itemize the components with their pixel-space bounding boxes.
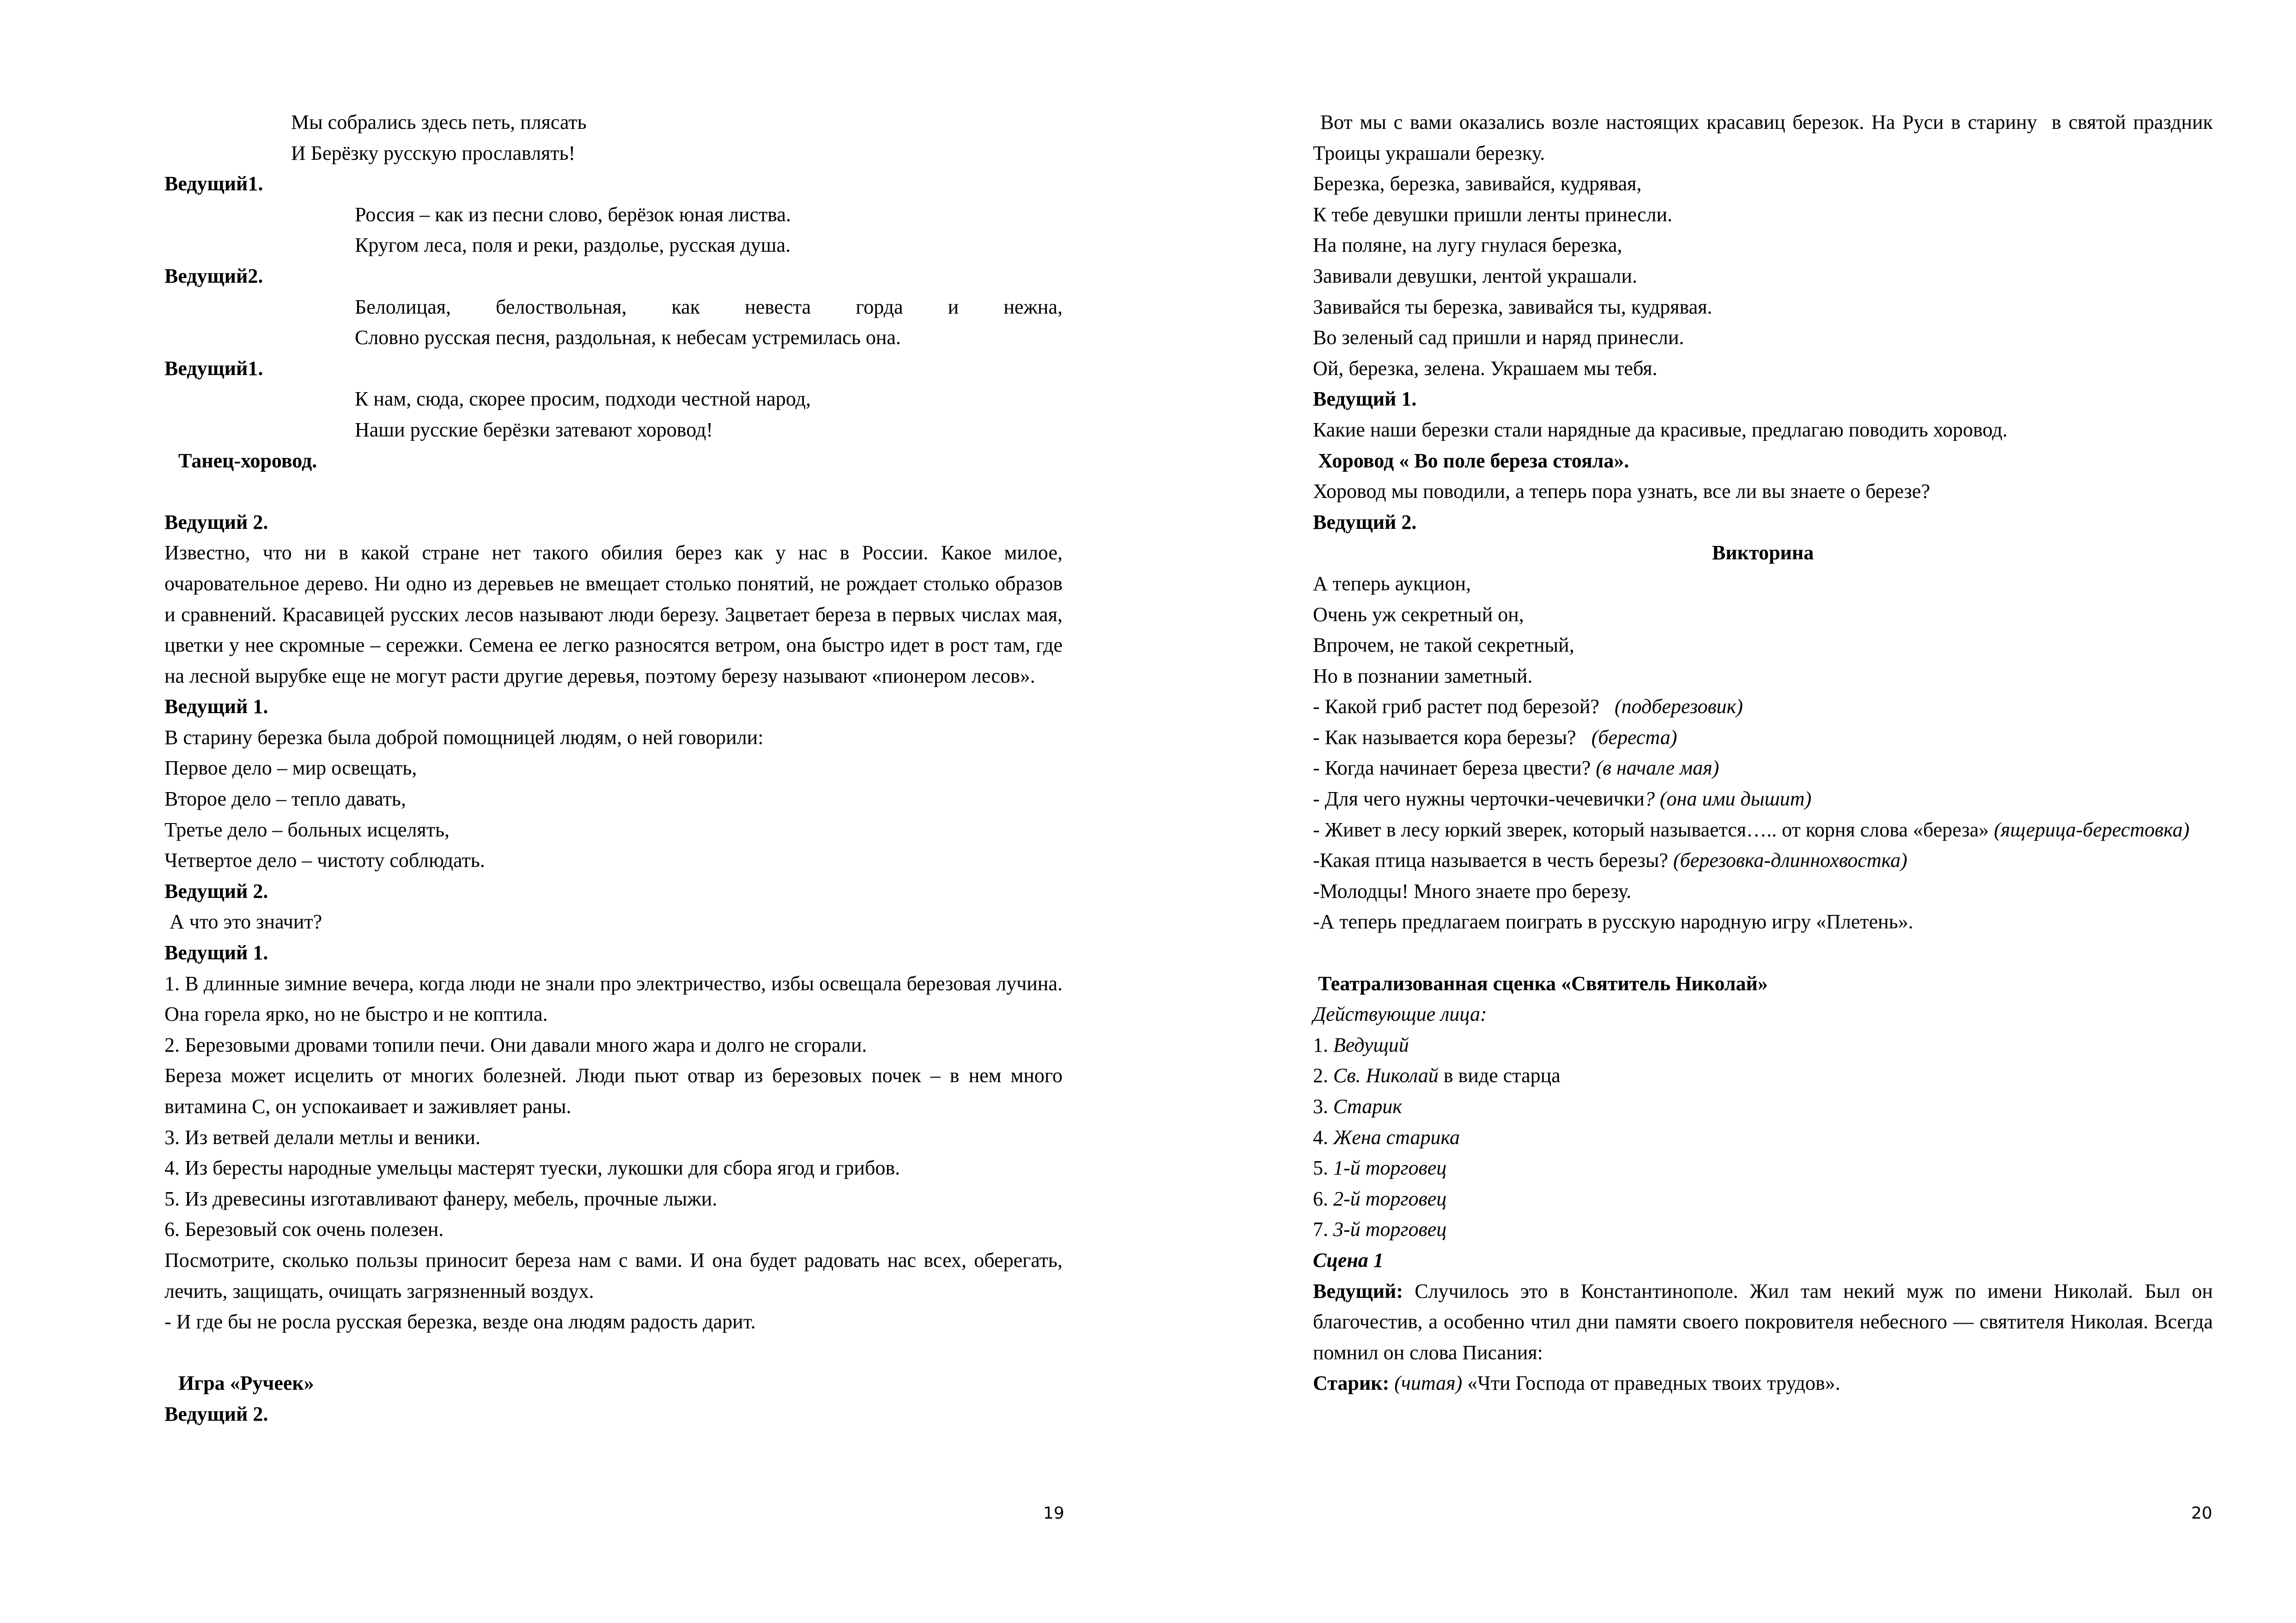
question-text: - Какой гриб растет под березой? [1313, 695, 1615, 718]
right-text-column [1313, 107, 2218, 1399]
cast-number: 4. [1313, 1126, 1333, 1149]
poem-line: Словно русская песня, раздольная, к небесам устремилась она. [355, 326, 901, 349]
poem-line: Мы собрались здесь петь, плясать [291, 111, 587, 133]
paragraph: Известно, что ни в какой стране нет такого обилия берез как у нас в России. Какое милое, очаровательное дерево. Ни одно из деревьев не вмещает столько понятий, не рождает столько образов и сравнений. Красавицей русских лесов называют люди березу. Зацветает береза в первых числах мая, цветки у нее скромные – сережки. Семена ее легко разносятся ветром, она быстро идет в рост там, где на лесной вырубке еще не могут расти другие деревья, поэтому березу называют «пионером лесов». [164, 541, 1063, 687]
cast-item [1313, 1214, 2213, 1245]
left-text-column [164, 107, 1063, 1430]
paragraph: Береза может исцелить от многих болезней. Люди пьют отвар из березовых почек – в нем много витамина С, он успокаивает и заживляет раны. [164, 1064, 1063, 1118]
list-item: 3. Из ветвей делали метлы и веники. [164, 1126, 480, 1149]
spacer [164, 1338, 1063, 1369]
answer-text: (в начале мая) [1596, 757, 1719, 780]
song-line: К тебе девушки пришли ленты принесли. [1313, 203, 1673, 226]
speaker-label: Ведущий 1. [1313, 388, 1417, 411]
question-text: - Как называется кора березы? [1313, 726, 1591, 749]
answer-text: (береста) [1591, 726, 1677, 749]
cast-role: 3-й торговец [1333, 1218, 1447, 1241]
quiz-question [1313, 784, 2213, 815]
quiz-intro-line: А теперь аукцион, [1313, 572, 1471, 595]
paragraph: Вот мы с вами оказались возле настоящих красавиц березок. На Руси в старину в святой праздник Троицы украшали березку. [1313, 111, 2218, 164]
section-heading-dance: Танец-хоровод. [178, 449, 317, 472]
cast-item [1313, 1060, 2213, 1091]
text-line: Какие наши березки стали нарядные да красивые, предлагаю поводить хоровод. [1313, 418, 2008, 441]
cast-item [1313, 1153, 2213, 1184]
song-line: На поляне, на лугу гнулася березка, [1313, 234, 1622, 257]
cast-number: 7. [1313, 1218, 1333, 1241]
text-line: -А теперь предлагаем поиграть в русскую народную игру «Плетень». [1313, 910, 1913, 933]
speaker-label: Ведущий 1. [164, 695, 268, 718]
question-text: -Какая птица называется в честь березы? [1313, 849, 1673, 872]
speaker-label: Ведущий2. [164, 264, 263, 287]
text-line: Третье дело – больных исцелять, [164, 818, 450, 841]
quiz-question [1313, 815, 2213, 846]
quiz-question [1313, 722, 2213, 753]
old-man-text: «Чти Господа от праведных твоих трудов». [1462, 1372, 1840, 1395]
answer-text: ? (она ими дышит) [1644, 787, 1812, 811]
text-line: В старину березка была доброй помощницей людям, о ней говорили: [164, 726, 764, 749]
quiz-title: Викторина [1712, 541, 1814, 564]
text-line: Хоровод мы поводили, а теперь пора узнать, все ли вы знаете о березе? [1313, 480, 1930, 503]
quiz-intro-line: Но в познании заметный. [1313, 664, 1533, 687]
answer-text: (подберезовик) [1614, 695, 1743, 718]
question-text: - Живет в лесу юркий зверек, который называется….. от корня слова «береза» [1313, 818, 1994, 841]
list-item: 1. В длинные зимние вечера, когда люди не знали про электричество, избы освещала березовая лучина. Она горела ярко, но не быстро и не коптила. [164, 972, 1063, 1026]
quiz-question [1313, 753, 2213, 784]
song-line: Березка, березка, завивайся, кудрявая, [1313, 172, 1642, 195]
cast-item [1313, 1122, 2213, 1153]
text-line: Четвертое дело – чистоту соблюдать. [164, 849, 485, 872]
section-heading-khorovod: Хоровод « Во поле береза стояла». [1313, 449, 1629, 472]
cast-number: 3. [1313, 1095, 1333, 1118]
answer-text: (ящерица-берестовка) [1994, 818, 2190, 841]
cast-item [1313, 1184, 2213, 1215]
cast-item [1313, 1091, 2213, 1122]
speaker-label: Ведущий 2. [164, 879, 268, 902]
scene-label: Сцена 1 [1313, 1248, 1384, 1272]
poem-line: Наши русские берёзки затевают хоровод! [355, 418, 713, 441]
old-man-label: Старик: [1313, 1372, 1390, 1395]
poem-line: К нам, сюда, скорее просим, подходи честной народ, [355, 388, 811, 411]
page-right [1148, 0, 2296, 1623]
quiz-question [1313, 845, 2213, 876]
cast-role: Ведущий [1333, 1033, 1409, 1056]
stage-direction: (читая) [1389, 1372, 1463, 1395]
list-item: 2. Березовыми дровами топили печи. Они давали много жара и долго не сгорали. [164, 1033, 867, 1056]
section-heading-scene: Театрализованная сценка «Святитель Николай» [1313, 972, 1768, 995]
spacer [164, 476, 1063, 507]
page-number: 20 [2191, 1504, 2212, 1523]
cast-number: 1. [1313, 1033, 1333, 1056]
quiz-intro-line: Впрочем, не такой секретный, [1313, 634, 1574, 657]
song-line: Ой, березка, зелена. Украшаем мы тебя. [1313, 357, 1658, 380]
text-line: - И где бы не росла русская березка, везде она людям радость дарит. [164, 1310, 756, 1333]
narrator-text: Случилось это в Константинополе. Жил там некий муж по имени Николай. Был он благочестив, а особенно чтил дни памяти своего покровителя небесного — святителя Николая. Всегда помнил он слова Писания: [1313, 1279, 2213, 1364]
page-number: 19 [1043, 1504, 1064, 1523]
cast-extra: в виде старца [1438, 1064, 1561, 1087]
cast-item [1313, 1030, 2213, 1061]
cast-role: 1-й торговец [1333, 1157, 1447, 1180]
answer-text: (березовка-длиннохвостка) [1673, 849, 1907, 872]
question-text: - Для чего нужны черточки-чечевички [1313, 787, 1645, 811]
list-item: 5. Из древесины изготавливают фанеру, мебель, прочные лыжи. [164, 1187, 717, 1210]
list-item: 6. Березовый сок очень полезен. [164, 1218, 444, 1241]
poem-line: Россия – как из песни слово, берёзок юная листва. [355, 203, 791, 226]
cast-number: 6. [1313, 1187, 1333, 1210]
cast-number: 2. [1313, 1064, 1333, 1087]
text-line: Первое дело – мир освещать, [164, 757, 417, 780]
paragraph: Посмотрите, сколько пользы приносит береза нам с вами. И она будет радовать нас всех, оберегать, лечить, защищать, очищать загрязненный воздух. [164, 1248, 1063, 1302]
narrator-label: Ведущий: [1313, 1279, 1403, 1302]
old-man-line [1313, 1368, 2213, 1399]
quiz-question [1313, 691, 2213, 722]
spacer [1313, 938, 2213, 969]
poem-line: И Берёзку русскую прославлять! [291, 141, 576, 164]
cast-label: Действующие лица: [1313, 1003, 1487, 1026]
quiz-intro-line: Очень уж секретный он, [1313, 603, 1524, 626]
song-line: Во зеленый сад пришли и наряд принесли. [1313, 326, 1684, 349]
speaker-label: Ведущий1. [164, 357, 263, 380]
speaker-label: Ведущий 1. [164, 941, 268, 964]
speaker-label: Ведущий 2. [164, 1402, 268, 1425]
list-item: 4. Из бересты народные умельцы мастерят туески, лукошки для сбора ягод и грибов. [164, 1157, 900, 1180]
text-line: -Молодцы! Много знаете про березу. [1313, 879, 1632, 902]
section-heading-game: Игра «Ручеек» [178, 1372, 314, 1395]
speaker-label: Ведущий1. [164, 172, 263, 195]
speaker-label: Ведущий 2. [1313, 510, 1417, 533]
text-line: Второе дело – тепло давать, [164, 787, 406, 811]
song-line: Завивали девушки, лентой украшали. [1313, 264, 1637, 287]
poem-line: Белолицая, белоствольная, как невеста горда и нежна, [355, 295, 1063, 318]
narrator-paragraph [1313, 1276, 2213, 1369]
poem-line: Кругом леса, поля и реки, раздолье, русская душа. [355, 234, 791, 257]
cast-role: 2-й торговец [1333, 1187, 1447, 1210]
song-line: Завивайся ты березка, завивайся ты, кудрявая. [1313, 295, 1713, 318]
cast-role: Св. Николай [1333, 1064, 1439, 1087]
cast-role: Жена старика [1333, 1126, 1460, 1149]
cast-number: 5. [1313, 1157, 1333, 1180]
question-text: - Когда начинает береза цвести? [1313, 757, 1596, 780]
speaker-label: Ведущий 2. [164, 510, 268, 533]
cast-role: Старик [1333, 1095, 1402, 1118]
text-line: А что это значит? [164, 910, 322, 933]
